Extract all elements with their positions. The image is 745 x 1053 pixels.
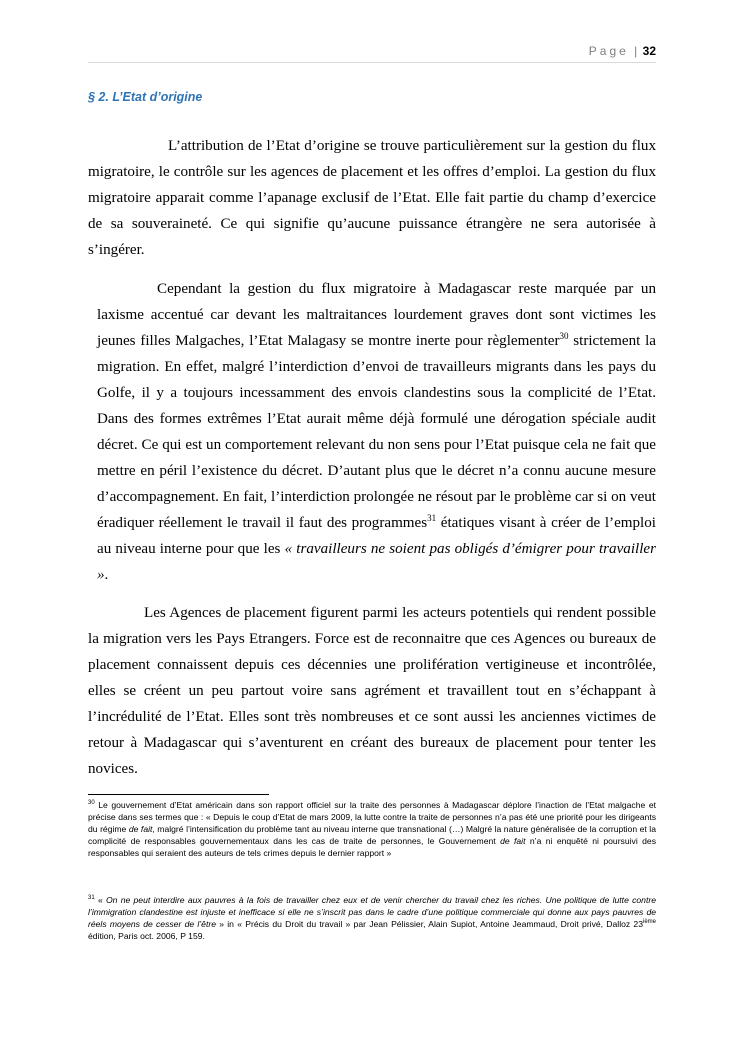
section-heading: § 2. L’Etat d’origine (88, 90, 203, 104)
footnote-ref-30[interactable]: 30 (559, 331, 569, 341)
paragraph-2 (97, 276, 656, 588)
page-header (88, 44, 656, 63)
footnote-30 (88, 799, 656, 859)
header-separator: | (634, 44, 638, 58)
footnote-30-number: 30 (88, 800, 95, 806)
footnote-ref-31[interactable]: 31 (427, 513, 437, 523)
paragraph-2-text-a: Cependant la gestion du flux migratoire à Madagascar reste marquée par un laxisme accentué car devant les maltraitances lourdement graves dont sont victimes les jeunes filles Malgaches, l’Etat Malagasy se montre inerte pour règlementer (97, 281, 656, 349)
paragraph-3: Les Agences de placement figurent parmi les acteurs potentiels qui rendent possible la migration vers les Pays Etrangers. Force est de reconnaitre que ces Agences ou bureaux de placement connaissent depuis ces décennies une prolifération vertigineuse et incontrôlée, elles se créent un peu partout voire sans agrément et travaillent tout en s’échappant à l’incrédulité de l’Etat. Elles sont très nombreuses et ce sont aussi les anciennes victimes de retour à Madagascar qui s’aventurent en créant des bureaux de placement pour tenter les novices. (88, 605, 656, 777)
footnote-31-edition-sup: ième (642, 919, 656, 926)
paragraph-2-quote: « travailleurs ne soient pas obligés d’émigrer pour travailler » (97, 541, 656, 583)
footnote-30-text-a: Le gouvernement d’Etat américain dans son rapport officiel sur la traite des personnes à Madagascar déplore l’inaction de l’Etat malgache et précise dans ses termes que : « Depuis le coup d’Etat de mars 2009, la lutte contre la traite de personnes n’a pas été une priorité pour les dirigeants du régime (88, 800, 656, 835)
page-number: 32 (642, 44, 656, 58)
footnote-30-text-c: n’a ni enquêté ni poursuivi des responsables qui seraient des auteurs de tels crimes depuis le dernier rapport » (88, 836, 656, 859)
paragraph-1: L’attribution de l’Etat d’origine se trouve particulièrement sur la gestion du flux migratoire, le contrôle sur les agences de placement et les offres d’emploi. La gestion du flux migratoire apparait comme l’apanage exclusif de l’Etat. Elle fait partie du champ d’exercice de sa souveraineté. Ce qui signifie qu’aucune puissance étrangère ne sera autorisée à s’ingérer. (88, 138, 656, 258)
footnote-31-text-b: » in « Précis du Droit du travail » par Jean Pélissier, Alain Supiot, Antoine Jeammaud, Droit privé, Dalloz 23 (216, 919, 643, 930)
footnote-separator (88, 794, 269, 795)
footnote-30-text-b: , malgré l’intensification du problème tant au niveau interne que transnational (…) Malgré la nature généralisée de la corruption et la complicité de responsables gouvernementaux dans les cas de traite de personnes, le Gouvernement (88, 824, 656, 847)
footnote-31-text-c: édition, Paris oct. 2006, P 159. (88, 931, 205, 942)
footnote-31-quote: On ne peut interdire aux pauvres à la fois de travailler chez eux et de venir chercher du travail chez les riches. Une politique de lutte contre l’immigration clandestine est injuste et inefficace si elle ne s’inscrit pas dans le cadre d’une politique commerciale qui donne aux pays pauvres de réels moyens de cesser de l’être (88, 895, 656, 930)
footnote-30-italic-1: de fait (128, 824, 153, 835)
footnote-30-italic-2: de fait (500, 836, 526, 847)
paragraph-2-text-c: étatiques visant à créer de l’emploi au niveau interne pour que les (97, 515, 656, 557)
footnote-31-number: 31 (88, 895, 95, 901)
footnote-31 (88, 894, 656, 942)
paragraph-2-text-b: strictement la migration. En effet, malgré l’interdiction d’envoi de travailleurs migrants dans les pays du Golfe, il y a toujours incessamment des envois clandestins sous la complicité de l’Etat. Dans des formes extrêmes l’Etat aurait même déjà formulé une dérogation spéciale audit décret. Ce qui est un comportement relevant du non sens pour l’Etat puisque cela ne fait que mettre en péril l’existence du décret. D’autant plus que le décret n’a connu aucune mesure d’accompagnement. En fait, l’interdiction prolongée ne résout par le problème car si on veut éradiquer réellement le travail il faut des programmes (97, 333, 657, 531)
paragraph-2-end: . (104, 567, 109, 583)
footnote-31-text-a: « (94, 895, 106, 905)
page-label: Page (588, 44, 629, 58)
